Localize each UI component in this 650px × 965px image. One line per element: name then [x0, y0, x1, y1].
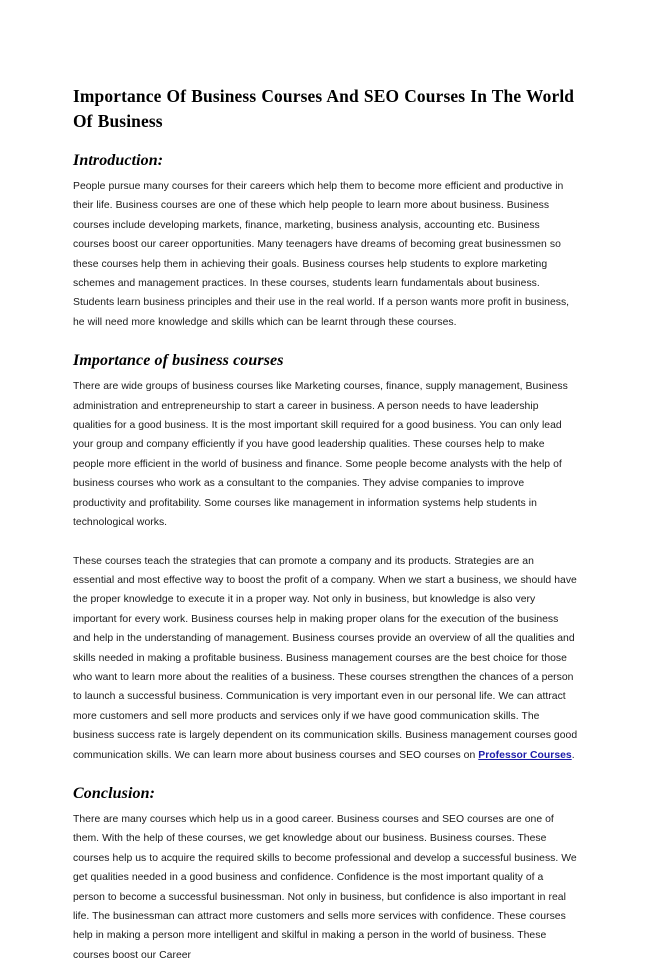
- paragraph-introduction: People pursue many courses for their careers which help them to become more efficient and productive in their life. Business courses are one of these which help people to learn more about business. Business courses include developing markets, finance, marketing, business analysis, accounting etc. Business courses boost our career opportunities. Many teenagers have dreams of becoming great businessmen so these courses help them in achieving their goals. Business courses help students to explore marketing schemes and management practices. In these courses, students learn fundamentals about business. Students learn business principles and their use in the real world. If a person wants more profit in business, he will need more knowledge and skills which can be learnt through these courses.: [73, 181, 570, 328]
- professor-courses-link[interactable]: Professor Courses: [478, 749, 572, 761]
- paragraph-conclusion: There are many courses which help us in a good career. Business courses and SEO courses are one of them. With the help of these courses, we get knowledge about our business. Business courses. These courses help us to acquire the required skills to become professional and develop a successful business. We get qualities needed in a good business and confidence. Confidence is the most important quality of a person to become a successful businessman. Not only in business, but confidence is also important in real life. The businessman can attract more customers and sells more services with confidence. These courses help in making a person more intelligent and skilful in making a person in the world of business. These courses boost our Career: [73, 813, 577, 961]
- page-title: Importance Of Business Courses And SEO Courses In The World Of Business: [73, 86, 575, 131]
- paragraph-importance-2: [73, 552, 578, 765]
- paragraph-importance-2-text: These courses teach the strategies that can promote a company and its products. Strategies are an essential and most effective way to boost the profit of a company. When we start a business, we should have the proper knowledge to execute it in a proper way. Not only in business, but knowledge is also very important for every work. Business courses help in making proper olans for the execution of the business and help in the understanding of management. Business courses provide an overview of all the qualities and skills needed in making a profitable business. Business management courses are the best choice for those who want to learn more about the realities of a business. These courses strengthen the chances of a person to launch a successful business. Communication is very important even in our personal life. We can attract more customers and sell more products and services only if we have good communication skills. The business success rate is largely dependent on its communication skills. Business management courses good communication skills. We can learn more about business courses and SEO courses on: [73, 555, 578, 761]
- section-heading-introduction: Introduction:: [73, 152, 164, 169]
- section-heading-importance: Importance of business courses: [73, 352, 284, 370]
- section-heading-conclusion: Conclusion:: [73, 784, 156, 802]
- paragraph-importance-2-tail: .: [571, 749, 575, 761]
- paragraph-importance-1: There are wide groups of business courses like Marketing courses, finance, supply management, Business administration and entrepreneurship to start a career in business. A person needs to have leadership qualities for a good business. It is the most important skill required for a good business. You can only lead your group and company efficiently if you have good leadership qualities. These courses help to make people more efficient in the world of business and finance. Some people become analysts with the help of business courses who work as a consultant to the companies. They advise companies to improve productivity and profitability. Some courses like management in information systems help students in technological works.: [73, 381, 568, 529]
